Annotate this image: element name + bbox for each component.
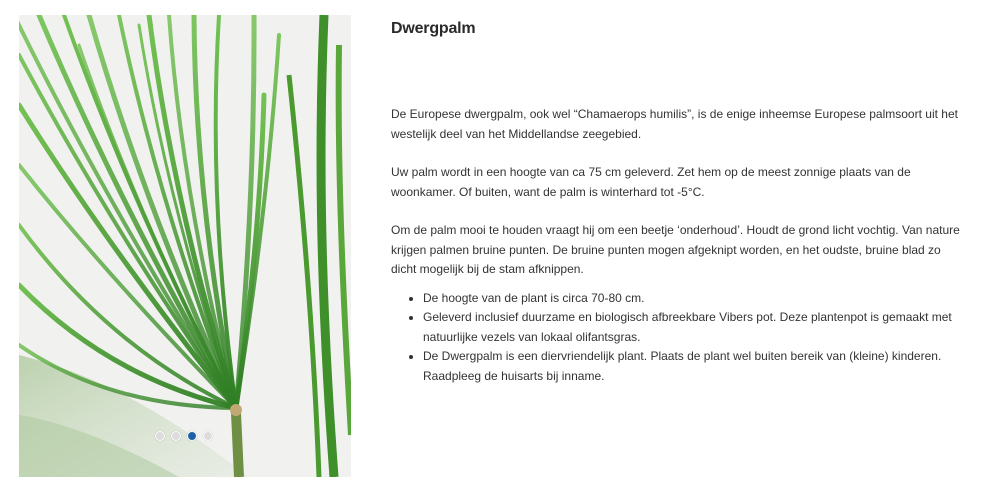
gallery-pagination — [155, 431, 213, 441]
gallery-dot-1[interactable] — [155, 431, 165, 441]
gallery-dot-2[interactable] — [171, 431, 181, 441]
feature-item: • De Dwergpalm is een diervriendelijk plant. Plaats de plant wel buiten bereik van (kleine) kinderen. Raadpleeg de huisarts bij inname. — [423, 347, 969, 386]
gallery-dot-3[interactable] — [187, 431, 197, 441]
feature-item: • Geleverd inclusief duurzame en biologisch afbreekbare Vibers pot. Deze plantenpot is gemaakt met natuurlijke vezels van lokaal olifantsgras. — [423, 308, 969, 347]
product-description — [391, 105, 969, 280]
product-details — [391, 18, 969, 386]
description-paragraph-3: Om de palm mooi te houden vraagt hij om een beetje ‘onderhoud’. Houdt de grond licht vochtig. Van nature krijgen palmen bruine punten. De bruine punten mogen afgeknipt worden, en het oudste, bruine blad zo dicht mogelijk bij de stam afknippen. — [391, 223, 960, 276]
description-paragraph-2: Uw palm wordt in een hoogte van ca 75 cm geleverd. Zet hem op de meest zonnige plaats van de woonkamer. Of buiten, want de palm is winterhard tot -5°C. — [391, 165, 911, 199]
product-image-gallery[interactable] — [19, 15, 351, 477]
palm-plant-image — [19, 15, 351, 477]
product-title: Dwergpalm — [391, 20, 476, 37]
description-paragraph-1: De Europese dwergpalm, ook wel “Chamaerops humilis”, is de enige inheemse Europese palmsoort uit het westelijk deel van het Middellandse zeegebied. — [391, 107, 958, 141]
gallery-dot-4[interactable] — [203, 431, 213, 441]
feature-list — [391, 289, 969, 387]
feature-item: • De hoogte van de plant is circa 70-80 cm. — [423, 289, 969, 309]
